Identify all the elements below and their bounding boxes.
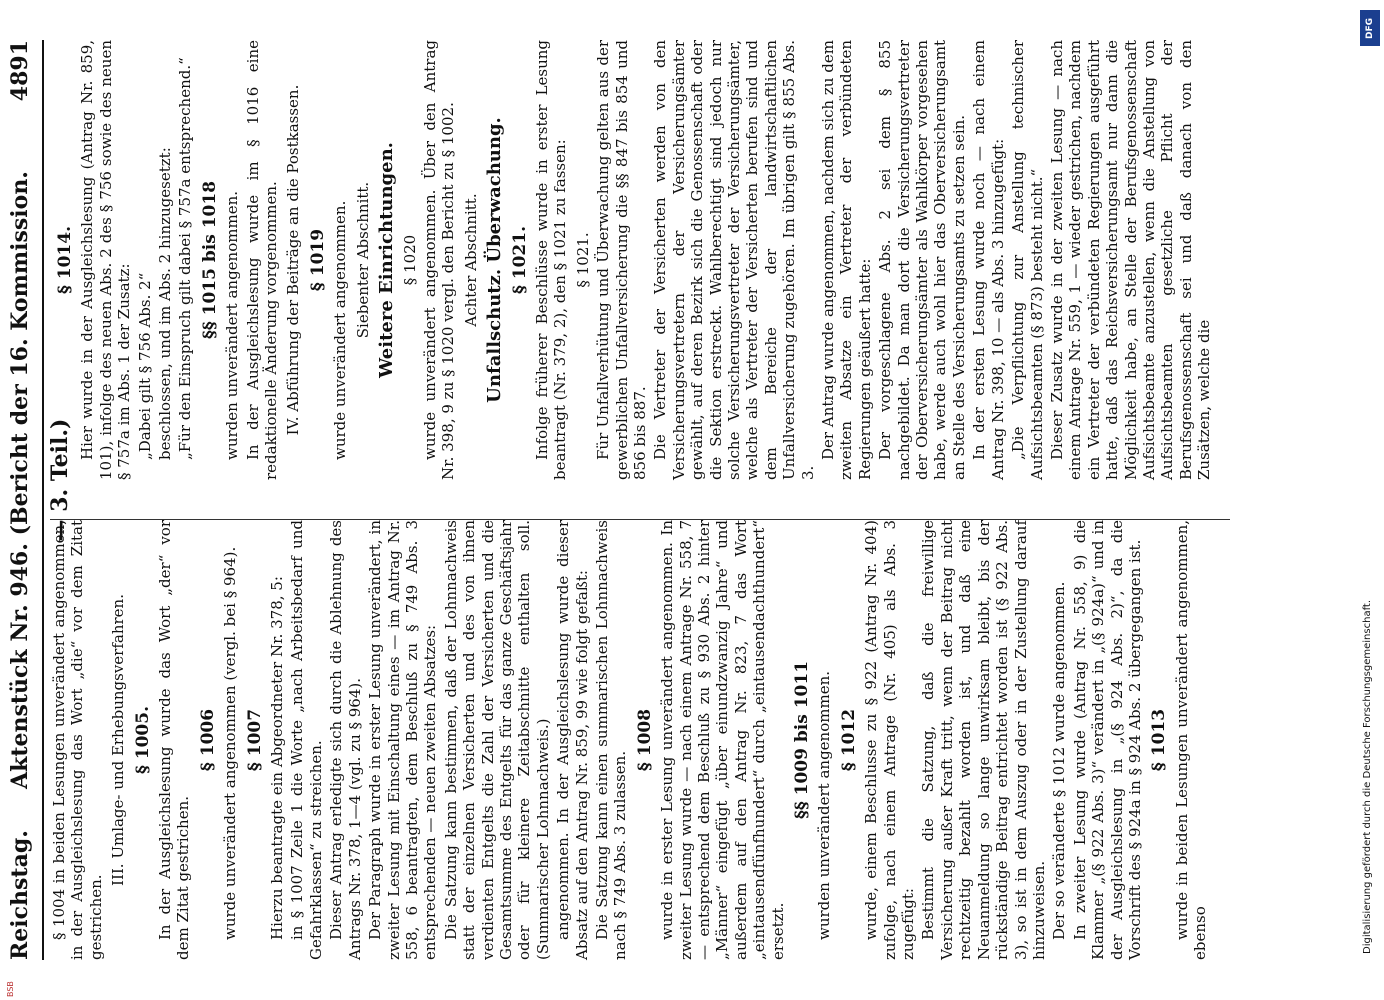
side-note (1358, 10, 1382, 990)
paragraph: Der Paragraph wurde in erster Lesung unverändert, in zweiter Lesung mit Einschaltung eines — im Antrag Nr. 558, 6 beantragten, dem Beschluß zu § 749 Abs. 3 entsprechenden — neuen zweiten Absatzes: (366, 520, 440, 960)
paragraph: In der ersten Lesung wurde noch — nach einem Antrag Nr. 398, 10 — als Abs. 3 hinzugefügt: (970, 40, 1007, 480)
header-left: Reichstag. (7, 830, 33, 960)
section-heading: §§ 1015 bis 1018 (199, 180, 220, 340)
paragraph: Die Vertreter der Versicherten werden von den Versicherungsvertretern der Versicherungsämter gewählt, auf deren Bezirk sich die Genossenschaft oder die Sektion erstreckt. Wahlberechtigt sind jedoch nur solche Versicherungsvertreter der Versicherungsämter, welche als Vertreter der Versicherten berufen sind und dem Bereiche der landwirtschaftlichen Unfallversicherung zugehören. Im übrigen gilt § 855 Abs. 3. (651, 40, 817, 480)
paragraph: wurde, einem Beschlusse zu § 922 (Antrag Nr. 404) zufolge, nach einem Antrage (Nr. 405) als Abs. 3 zugefügt: (862, 520, 918, 960)
paragraph: Die Satzung kann einen summarischen Lohnnachweis nach § 749 Abs. 3 zulassen. (592, 520, 630, 960)
paragraph: Dieser Antrag erledigte sich durch die Ablehnung des Antrags Nr. 378, 1—4 (vgl. zu § 964). (327, 520, 364, 960)
paragraph: § 1004 in beiden Lesungen unverändert angenommen, in der Ausgleichslesung das Wort „die“ vor dem Zitat gestrichen. (50, 520, 105, 960)
section-heading: § 1013 (1149, 708, 1170, 772)
section-heading: § 1012 (838, 708, 859, 772)
paragraph: wurde in erster Lesung unverändert angenommen. In zweiter Lesung wurde — nach einem Antrage Nr. 558, 7 — entsprechend dem Beschluß zu § 930 Abs. 2 hinter „Männer“ eingefügt „über einundzwanzig Jahre“ und außerdem auf den Antrag Nr. 823, 7 das Wort „eintausendfünfhundert“ durch „eintausendachthundert“ ersetzt. (658, 520, 787, 960)
library-mark: BSB (6, 981, 15, 997)
paragraph: Die Satzung kann bestimmen, daß der Lohnnachweis statt der einzelnen Versicherten und des von ihnen verdienten Entgelts die Zahl der Versicherten und die Gesamtsumme des Entgelts für das ganze Geschäftsjahr oder für kleinere Zeitabschnitte enthalten soll. (Summarischer Lohnnachweis.) (441, 520, 552, 960)
paragraph: Der so veränderte § 1012 wurde angenommen. (1050, 581, 1069, 940)
column-divider (50, 519, 1230, 520)
paragraph: Hierzu beantragte ein Abgeordneter Nr. 378, 5: (268, 576, 287, 940)
paragraph: Der vorgeschlagene Abs. 2 sei dem § 855 nachgebildet. Da man dort die Versicherungsvertreter der Oberversicherungsämter als Wahlkörper vorgesehen habe, werde auch wohl hier das Oberversicherungsamt an Stelle des Versicherungsamts zu setzen sein. (876, 40, 968, 480)
page-number: 4891 (7, 40, 33, 102)
section-heading: § 1007 (244, 708, 265, 772)
paragraph: Für Unfallverhütung und Überwachung gelten aus der gewerblichen Unfallversicherung die §§ 847 bis 854 und 856 bis 887. (594, 40, 649, 480)
paragraph: „Für den Einspruch gilt dabei § 757a entsprechend.“ (176, 57, 195, 460)
section-heading: Achter Abschnitt. (461, 193, 480, 327)
paragraph: In der Ausgleichslesung wurde im § 1016 eine redaktionelle Änderung vorgenommen. (243, 40, 281, 480)
paragraph: Bestimmt die Satzung, daß die freiwillige Versicherung außer Kraft tritt, wenn der Beitrag nicht rechtzeitig bezahlt worden ist, und daß eine Neuanmeldung so lange unwirksam bleibt, bis der rückständige Beitrag entrichtet worden ist (§ 922 Abs. 3), so ist in dem Auszug oder in der Zustellung darauf hinzuweisen. (919, 520, 1048, 960)
paragraph: wurde unverändert angenommen. (331, 200, 350, 460)
dfg-logo: DFG (1360, 10, 1380, 46)
section-heading: § 1021. (573, 232, 592, 288)
paragraph: Infolge früherer Beschlüsse wurde in erster Lesung beantragt (Nr. 379, 2), den § 1021 zu fassen: (532, 40, 570, 480)
section-heading: § 1021. (509, 225, 530, 295)
paragraph: „Die Verpflichtung zur Anstellung technischer Aufsichtsbeamten (§ 873) besteht nicht.“ (1009, 40, 1046, 480)
section-heading: IV. Abführung der Beiträge an die Postkassen. (284, 84, 303, 436)
paragraph: wurde unverändert angenommen (vergl. bei § 964). (221, 546, 240, 940)
paragraph: wurden unverändert angenommen. (815, 671, 834, 940)
section-heading: III. Umlage- und Erhebungsverfahren. (109, 594, 128, 886)
paragraph: in § 1007 Zeile 1 die Worte „nach Arbeitsbedarf und Gefahrklassen“ zu streichen. (288, 520, 325, 960)
section-heading: § 1019 (307, 228, 328, 292)
section-heading: Unfallschutz. Überwachung. (484, 117, 506, 403)
section-heading: Weitere Einrichtungen. (376, 142, 398, 378)
section-heading: §§ 1009 bis 1011 (792, 660, 813, 820)
paragraph: wurden unverändert angenommen. (223, 191, 242, 460)
paragraph: In zweiter Lesung wurde (Antrag Nr. 558, 9) die Klammer „(§ 922 Abs. 3)“ verändert in „(§ 924a)“ und in der Ausgleichslesung in „(§ 924 Abs. 2)“, da die Vorschrift des § 924a in § 924 Abs. 2 übergegangen ist. (1070, 520, 1144, 960)
section-heading: § 1014. (55, 225, 75, 295)
section-heading: Siebenter Abschnitt. (353, 181, 372, 339)
section-heading: § 1008 (634, 708, 655, 772)
section-heading: § 1020 (400, 234, 419, 286)
header-rule (42, 40, 44, 960)
paragraph: beschlossen, und im Abs. 2 hinzugesetzt: (156, 147, 175, 460)
digitization-note: Digitalisierung gefördert durch die Deutsche Forschungsgemeinschaft. (1362, 599, 1373, 954)
paragraph: angenommen. In der Ausgleichslesung wurde dieser Absatz auf den Antrag Nr. 859, 99 wie folgt gefaßt: (554, 520, 591, 960)
paragraph: wurde in beiden Lesungen unverändert angenommen, ebenso (1172, 520, 1210, 960)
left-column (50, 520, 1230, 960)
paragraph: Hier wurde in der Ausgleichslesung (Antrag Nr. 859, 101), infolge des neuen Abs. 2 des § 756 sowie des neuen § 757a im Abs. 1 der Zusatz: (78, 40, 134, 480)
section-heading: § 1006 (197, 708, 218, 772)
section-heading: § 1005. (132, 705, 153, 775)
paragraph: „Dabei gilt § 756 Abs. 2“ (135, 272, 154, 460)
paragraph: wurde unverändert angenommen. Über den Antrag Nr. 398, 9 zu § 1020 vergl. den Bericht zu § 1002. (420, 40, 458, 480)
header-center: Aktenstück Nr. 946. (Bericht der 16. Kommission. — 3. Teil.) (7, 171, 73, 789)
right-column (50, 40, 1230, 480)
paragraph: Der Antrag wurde angenommen, nachdem sich zu dem zweiten Absatze ein Vertreter der verbündeten Regierungen geäußert hatte: (819, 40, 874, 480)
paragraph: Dieser Zusatz wurde in der zweiten Lesung — nach einem Antrage Nr. 559, 1 — wieder gestrichen, nachdem ein Vertreter der verbündeten Regierungen ausgeführt hatte, daß das Reichsversicherungsamt nur dann die Möglichkeit habe, an Stelle der Berufsgenossenschaft Aufsichtsbeamte anzustellen, wenn die Anstellung von Aufsichtsbeamten gesetzliche Pflicht der Berufsgenossenschaft sei und daß danach von den Zusätzen, welche die (1047, 40, 1214, 480)
paragraph: In der Ausgleichslesung wurde das Wort „der“ vor dem Zitat gestrichen. (156, 520, 193, 960)
